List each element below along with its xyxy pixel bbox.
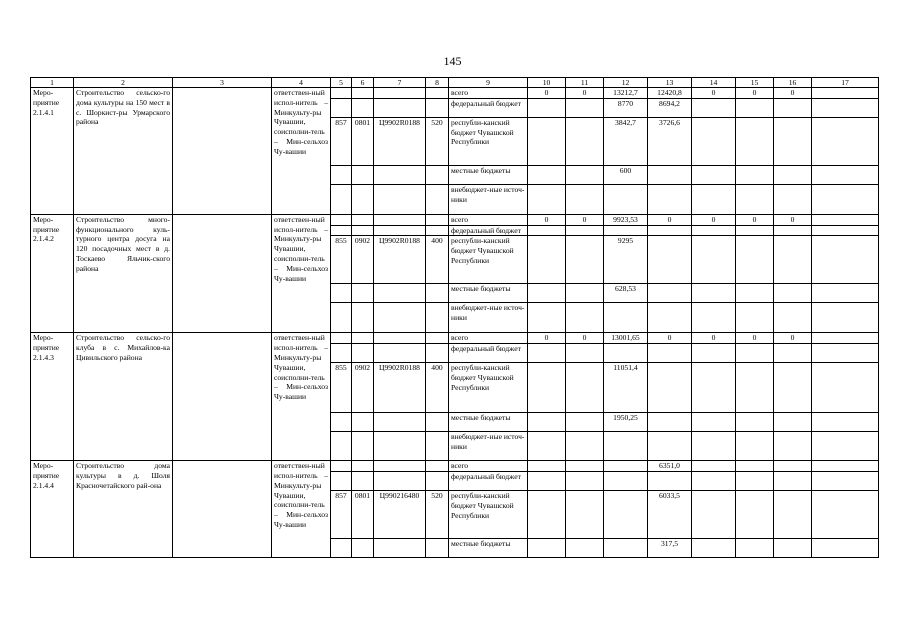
column-number: 12: [604, 78, 648, 88]
code-5-cell: [331, 214, 352, 225]
value-c16-cell: [774, 432, 812, 461]
table-row: [31, 214, 879, 225]
value-c15-cell: [736, 284, 774, 303]
source-cell: федеральный бюджет: [449, 225, 528, 236]
value-c13-cell: 0: [648, 214, 692, 225]
page-number: 145: [443, 54, 462, 68]
value-c12-cell: 13212,7: [604, 88, 648, 99]
value-c14-cell: 0: [692, 333, 736, 344]
value-c16-cell: [774, 471, 812, 490]
table-row: [31, 461, 879, 472]
value-c11-cell: [566, 538, 604, 557]
value-c13-cell: [648, 225, 692, 236]
value-c17-cell: [812, 303, 879, 333]
value-c10-cell: [528, 236, 566, 284]
value-c15-cell: [736, 363, 774, 413]
code-8-cell: [426, 214, 449, 225]
code-8-cell: [426, 165, 449, 184]
value-c10-cell: [528, 413, 566, 432]
value-c10-cell: [528, 225, 566, 236]
value-c14-cell: [692, 432, 736, 461]
code-6-cell: 0801: [352, 117, 374, 165]
code-5-cell: [331, 225, 352, 236]
code-6-cell: [352, 333, 374, 344]
value-c12-cell: 11051,4: [604, 363, 648, 413]
value-c10-cell: 0: [528, 214, 566, 225]
column-number: 5: [331, 78, 352, 88]
code-5-cell: [331, 461, 352, 472]
code-5-cell: [331, 98, 352, 117]
column-number: 3: [173, 78, 272, 88]
code-6-cell: [352, 344, 374, 363]
code-6-cell: [352, 184, 374, 214]
value-c13-cell: [648, 413, 692, 432]
value-c13-cell: 8694,2: [648, 98, 692, 117]
value-c10-cell: [528, 165, 566, 184]
code-5-cell: [331, 184, 352, 214]
column-number: 9: [449, 78, 528, 88]
value-c15-cell: [736, 490, 774, 538]
value-c17-cell: [812, 236, 879, 284]
value-c12-cell: [604, 490, 648, 538]
source-cell: федеральный бюджет: [449, 344, 528, 363]
value-c11-cell: [566, 363, 604, 413]
source-cell: местные бюджеты: [449, 165, 528, 184]
value-c16-cell: [774, 344, 812, 363]
source-cell: местные бюджеты: [449, 413, 528, 432]
code-8-cell: [426, 413, 449, 432]
value-c14-cell: [692, 98, 736, 117]
column-number: 1: [31, 78, 74, 88]
value-c14-cell: 0: [692, 214, 736, 225]
code-6-cell: [352, 214, 374, 225]
code-8-cell: 400: [426, 236, 449, 284]
code-7-cell: [374, 225, 426, 236]
value-c16-cell: [774, 98, 812, 117]
code-8-cell: [426, 303, 449, 333]
measure-name-cell: Строительство дома культуры в д. Шоля Красночетайского рай-она: [74, 461, 173, 558]
source-cell: всего: [449, 461, 528, 472]
column-number: 15: [736, 78, 774, 88]
code-8-cell: 400: [426, 363, 449, 413]
code-5-cell: [331, 88, 352, 99]
value-c10-cell: [528, 538, 566, 557]
code-8-cell: [426, 98, 449, 117]
code-7-cell: [374, 214, 426, 225]
code-5-cell: 855: [331, 236, 352, 284]
code-8-cell: [426, 225, 449, 236]
source-cell: республи-канский бюджет Чувашской Республики: [449, 363, 528, 413]
value-c15-cell: [736, 471, 774, 490]
value-c16-cell: [774, 284, 812, 303]
measure-cell: Меро-приятие 2.1.4.4: [31, 461, 74, 558]
value-c12-cell: 600: [604, 165, 648, 184]
source-cell: федеральный бюджет: [449, 471, 528, 490]
source-cell: всего: [449, 214, 528, 225]
value-c10-cell: [528, 303, 566, 333]
code-8-cell: [426, 284, 449, 303]
value-c10-cell: [528, 98, 566, 117]
value-c11-cell: [566, 284, 604, 303]
code-7-cell: [374, 413, 426, 432]
value-c17-cell: [812, 184, 879, 214]
value-c15-cell: 0: [736, 88, 774, 99]
value-c14-cell: [692, 184, 736, 214]
value-c11-cell: [566, 471, 604, 490]
value-c17-cell: [812, 363, 879, 413]
code-7-cell: [374, 98, 426, 117]
code-7-cell: [374, 432, 426, 461]
value-c14-cell: [692, 490, 736, 538]
measure-cell: Меро-приятие 2.1.4.3: [31, 333, 74, 461]
value-c16-cell: [774, 236, 812, 284]
column-3-cell: [173, 88, 272, 215]
code-7-cell: [374, 344, 426, 363]
code-8-cell: [426, 333, 449, 344]
value-c13-cell: [648, 236, 692, 284]
value-c13-cell: [648, 284, 692, 303]
value-c13-cell: 3726,6: [648, 117, 692, 165]
column-number: 7: [374, 78, 426, 88]
measure-name-cell: Строительство сельско-го клуба в с. Михайлов-ка Цивильского района: [74, 333, 173, 461]
value-c14-cell: [692, 225, 736, 236]
value-c15-cell: [736, 432, 774, 461]
column-number: 6: [352, 78, 374, 88]
value-c12-cell: 9923,53: [604, 214, 648, 225]
code-8-cell: [426, 471, 449, 490]
value-c14-cell: [692, 538, 736, 557]
code-5-cell: [331, 413, 352, 432]
value-c16-cell: 0: [774, 88, 812, 99]
value-c17-cell: [812, 538, 879, 557]
code-7-cell: [374, 461, 426, 472]
value-c15-cell: [736, 344, 774, 363]
source-cell: всего: [449, 333, 528, 344]
value-c11-cell: [566, 236, 604, 284]
measure-name-cell: Строительство сельско-го дома культуры на 150 мест в с. Шоркист-ры Урмарского района: [74, 88, 173, 215]
value-c13-cell: 317,5: [648, 538, 692, 557]
code-6-cell: [352, 471, 374, 490]
value-c11-cell: [566, 490, 604, 538]
value-c17-cell: [812, 225, 879, 236]
value-c17-cell: [812, 471, 879, 490]
column-3-cell: [173, 214, 272, 333]
value-c13-cell: 6033,5: [648, 490, 692, 538]
code-8-cell: 520: [426, 490, 449, 538]
executor-cell: ответствен-ный испол-нитель – Минкульту-ры Чувашии, соисполни-тель – Мин-сельхоз Чу-вашии: [272, 214, 331, 333]
value-c16-cell: [774, 225, 812, 236]
value-c13-cell: [648, 303, 692, 333]
column-number: 11: [566, 78, 604, 88]
value-c15-cell: 0: [736, 214, 774, 225]
column-3-cell: [173, 333, 272, 461]
value-c15-cell: [736, 117, 774, 165]
code-5-cell: [331, 344, 352, 363]
value-c13-cell: 0: [648, 333, 692, 344]
code-5-cell: 855: [331, 363, 352, 413]
value-c12-cell: [604, 344, 648, 363]
value-c16-cell: [774, 490, 812, 538]
source-cell: местные бюджеты: [449, 538, 528, 557]
value-c10-cell: 0: [528, 333, 566, 344]
code-5-cell: [331, 333, 352, 344]
code-5-cell: [331, 432, 352, 461]
value-c10-cell: 0: [528, 88, 566, 99]
value-c12-cell: 1950,25: [604, 413, 648, 432]
source-cell: республи-канский бюджет Чувашской Республики: [449, 117, 528, 165]
code-6-cell: 0801: [352, 490, 374, 538]
budget-table: [30, 77, 879, 558]
value-c17-cell: [812, 117, 879, 165]
code-6-cell: [352, 303, 374, 333]
column-number: 14: [692, 78, 736, 88]
value-c16-cell: 0: [774, 214, 812, 225]
value-c12-cell: 628,53: [604, 284, 648, 303]
code-7-cell: [374, 284, 426, 303]
code-8-cell: [426, 432, 449, 461]
value-c14-cell: [692, 236, 736, 284]
value-c11-cell: [566, 461, 604, 472]
source-cell: внебюджет-ные источ-ники: [449, 184, 528, 214]
value-c17-cell: [812, 98, 879, 117]
value-c14-cell: [692, 363, 736, 413]
value-c12-cell: [604, 432, 648, 461]
code-5-cell: 857: [331, 117, 352, 165]
value-c11-cell: [566, 184, 604, 214]
value-c11-cell: [566, 303, 604, 333]
value-c13-cell: [648, 344, 692, 363]
code-7-cell: Ц9902R0188: [374, 117, 426, 165]
code-7-cell: [374, 165, 426, 184]
source-cell: всего: [449, 88, 528, 99]
value-c10-cell: [528, 471, 566, 490]
source-cell: внебюджет-ные источ-ники: [449, 303, 528, 333]
value-c16-cell: 0: [774, 333, 812, 344]
code-8-cell: [426, 344, 449, 363]
code-6-cell: [352, 225, 374, 236]
value-c17-cell: [812, 461, 879, 472]
value-c11-cell: [566, 165, 604, 184]
column-number: 4: [272, 78, 331, 88]
value-c13-cell: [648, 184, 692, 214]
value-c12-cell: [604, 538, 648, 557]
value-c16-cell: [774, 413, 812, 432]
value-c16-cell: [774, 538, 812, 557]
value-c15-cell: [736, 165, 774, 184]
value-c11-cell: [566, 432, 604, 461]
value-c17-cell: [812, 165, 879, 184]
value-c13-cell: [648, 165, 692, 184]
code-8-cell: [426, 88, 449, 99]
source-cell: внебюджет-ные источ-ники: [449, 432, 528, 461]
value-c11-cell: [566, 413, 604, 432]
value-c11-cell: [566, 344, 604, 363]
code-7-cell: Ц990216480: [374, 490, 426, 538]
value-c10-cell: [528, 363, 566, 413]
executor-cell: ответствен-ный испол-нитель – Минкульту-ры Чувашии, соисполни-тель – Мин-сельхоз Чу-вашии: [272, 333, 331, 461]
value-c11-cell: [566, 225, 604, 236]
value-c10-cell: [528, 490, 566, 538]
value-c15-cell: [736, 236, 774, 284]
value-c14-cell: [692, 117, 736, 165]
code-7-cell: [374, 88, 426, 99]
value-c11-cell: 0: [566, 88, 604, 99]
value-c14-cell: [692, 471, 736, 490]
value-c12-cell: 8770: [604, 98, 648, 117]
value-c15-cell: [736, 225, 774, 236]
source-cell: федеральный бюджет: [449, 98, 528, 117]
value-c10-cell: [528, 461, 566, 472]
value-c14-cell: [692, 461, 736, 472]
value-c13-cell: 12420,8: [648, 88, 692, 99]
column-number: 13: [648, 78, 692, 88]
measure-cell: Меро-приятие 2.1.4.2: [31, 214, 74, 333]
value-c11-cell: 0: [566, 333, 604, 344]
source-cell: местные бюджеты: [449, 284, 528, 303]
executor-cell: ответствен-ный испол-нитель – Минкульту-ры Чувашии, соисполни-тель – Мин-сельхоз Чу-вашии: [272, 461, 331, 558]
value-c17-cell: [812, 490, 879, 538]
value-c17-cell: [812, 344, 879, 363]
code-6-cell: [352, 413, 374, 432]
source-cell: республи-канский бюджет Чувашской Республики: [449, 490, 528, 538]
value-c13-cell: 6351,0: [648, 461, 692, 472]
value-c16-cell: [774, 117, 812, 165]
code-7-cell: [374, 333, 426, 344]
value-c14-cell: [692, 284, 736, 303]
code-7-cell: [374, 303, 426, 333]
value-c13-cell: [648, 471, 692, 490]
measure-cell: Меро-приятие 2.1.4.1: [31, 88, 74, 215]
code-5-cell: [331, 165, 352, 184]
value-c12-cell: [604, 471, 648, 490]
code-5-cell: [331, 471, 352, 490]
column-numbers-row: [31, 78, 879, 88]
value-c16-cell: [774, 184, 812, 214]
value-c11-cell: [566, 117, 604, 165]
table-row: [31, 88, 879, 99]
code-6-cell: 0902: [352, 236, 374, 284]
code-5-cell: [331, 284, 352, 303]
value-c10-cell: [528, 344, 566, 363]
code-6-cell: [352, 165, 374, 184]
value-c12-cell: [604, 303, 648, 333]
code-6-cell: [352, 432, 374, 461]
value-c12-cell: [604, 461, 648, 472]
value-c17-cell: [812, 214, 879, 225]
code-7-cell: Ц9902R0188: [374, 236, 426, 284]
value-c12-cell: [604, 184, 648, 214]
value-c15-cell: [736, 98, 774, 117]
measure-name-cell: Строительство много-функционального куль-турного центра досуга на 120 посадочных мест в д. Тоскаево Яльчик-ского района: [74, 214, 173, 333]
value-c12-cell: [604, 225, 648, 236]
value-c15-cell: [736, 461, 774, 472]
code-5-cell: [331, 303, 352, 333]
column-number: 2: [74, 78, 173, 88]
value-c17-cell: [812, 284, 879, 303]
value-c14-cell: [692, 344, 736, 363]
value-c13-cell: [648, 432, 692, 461]
code-8-cell: [426, 538, 449, 557]
code-7-cell: [374, 471, 426, 490]
value-c14-cell: [692, 165, 736, 184]
value-c16-cell: [774, 303, 812, 333]
value-c17-cell: [812, 413, 879, 432]
value-c10-cell: [528, 184, 566, 214]
value-c16-cell: [774, 165, 812, 184]
code-5-cell: 857: [331, 490, 352, 538]
value-c12-cell: 3842,7: [604, 117, 648, 165]
code-8-cell: [426, 461, 449, 472]
column-number: 17: [812, 78, 879, 88]
value-c15-cell: [736, 413, 774, 432]
column-number: 16: [774, 78, 812, 88]
column-number: 8: [426, 78, 449, 88]
code-7-cell: [374, 184, 426, 214]
code-6-cell: [352, 88, 374, 99]
executor-cell: ответствен-ный испол-нитель – Минкульту-ры Чувашии, соисполни-тель – Мин-сельхоз Чу-вашии: [272, 88, 331, 215]
value-c16-cell: [774, 363, 812, 413]
value-c10-cell: [528, 432, 566, 461]
table-row: [31, 333, 879, 344]
value-c17-cell: [812, 333, 879, 344]
code-5-cell: [331, 538, 352, 557]
value-c16-cell: [774, 461, 812, 472]
code-6-cell: 0902: [352, 363, 374, 413]
value-c12-cell: 13001,65: [604, 333, 648, 344]
value-c11-cell: [566, 98, 604, 117]
source-cell: республи-канский бюджет Чувашской Республики: [449, 236, 528, 284]
code-6-cell: [352, 284, 374, 303]
value-c15-cell: 0: [736, 333, 774, 344]
value-c17-cell: [812, 88, 879, 99]
value-c11-cell: 0: [566, 214, 604, 225]
value-c14-cell: [692, 413, 736, 432]
column-3-cell: [173, 461, 272, 558]
code-7-cell: [374, 538, 426, 557]
code-8-cell: [426, 184, 449, 214]
code-6-cell: [352, 538, 374, 557]
code-6-cell: [352, 98, 374, 117]
value-c12-cell: 9295: [604, 236, 648, 284]
value-c14-cell: [692, 303, 736, 333]
value-c15-cell: [736, 303, 774, 333]
code-8-cell: 520: [426, 117, 449, 165]
value-c13-cell: [648, 363, 692, 413]
code-7-cell: Ц9902R0188: [374, 363, 426, 413]
column-number: 10: [528, 78, 566, 88]
value-c15-cell: [736, 538, 774, 557]
value-c17-cell: [812, 432, 879, 461]
code-6-cell: [352, 461, 374, 472]
value-c14-cell: 0: [692, 88, 736, 99]
value-c15-cell: [736, 184, 774, 214]
value-c10-cell: [528, 117, 566, 165]
value-c10-cell: [528, 284, 566, 303]
